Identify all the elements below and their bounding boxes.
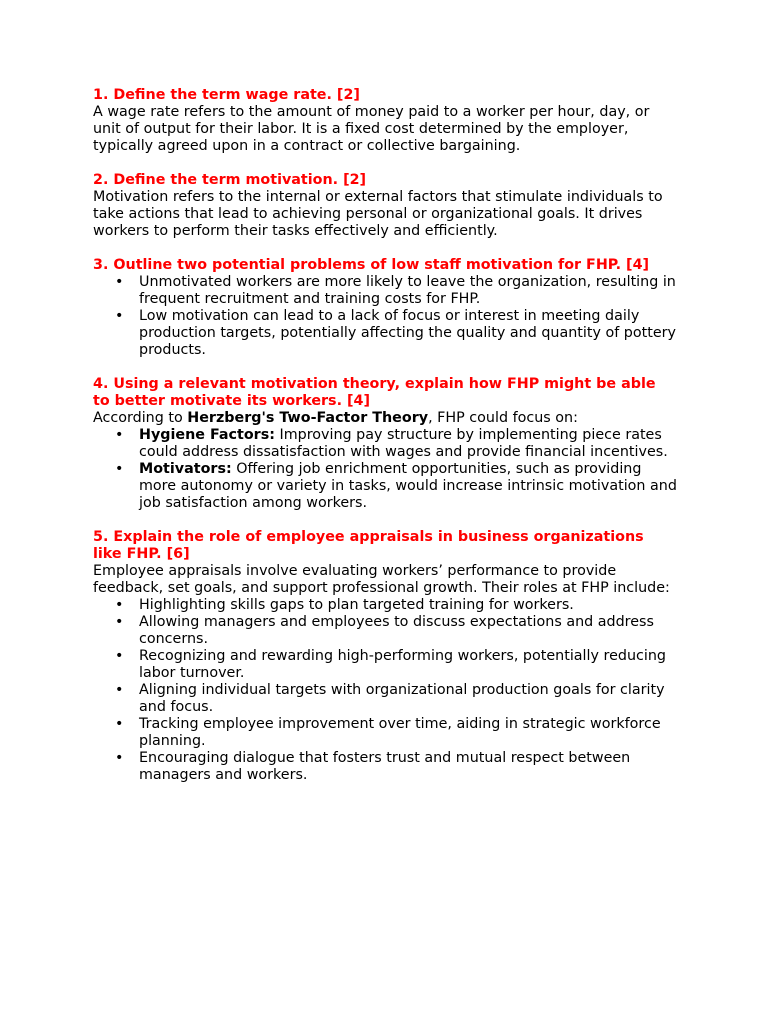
bullet-icon: • bbox=[115, 682, 124, 698]
list-item-term: Hygiene Factors: bbox=[139, 427, 275, 443]
list-item bbox=[93, 461, 679, 512]
question-4 bbox=[93, 376, 728, 512]
question-heading: 4. Using a relevant motivation theory, explain how FHP might be able to better motivate its workers. [4] bbox=[93, 376, 656, 409]
intro-prefix: According to bbox=[93, 410, 188, 426]
bullet-icon: • bbox=[115, 614, 124, 630]
bullet-icon: • bbox=[115, 648, 124, 664]
question-5 bbox=[93, 529, 728, 784]
answer-paragraph: Motivation refers to the internal or external factors that stimulate individuals to take actions that lead to achieving personal or organizational goals. It drives workers to perform their tasks effectively and efficiently. bbox=[93, 189, 663, 239]
list-item-text: Allowing managers and employees to discuss expectations and address concerns. bbox=[139, 614, 654, 647]
list-item bbox=[93, 614, 679, 648]
list-item-text: Tracking employee improvement over time, aiding in strategic workforce planning. bbox=[139, 716, 661, 749]
bullet-icon: • bbox=[115, 308, 124, 324]
list-item bbox=[93, 308, 679, 359]
theory-name: Herzberg's Two-Factor Theory bbox=[187, 410, 429, 426]
list-item bbox=[93, 597, 679, 614]
answer-bullet-list bbox=[93, 427, 728, 512]
question-heading: 3. Outline two potential problems of low staff motivation for FHP. [4] bbox=[93, 257, 650, 273]
bullet-icon: • bbox=[115, 597, 124, 613]
answer-bullet-list bbox=[93, 274, 728, 359]
bullet-icon: • bbox=[115, 274, 124, 290]
question-heading: 5. Explain the role of employee appraisals in business organizations like FHP. [6] bbox=[93, 529, 644, 562]
bullet-icon: • bbox=[115, 716, 124, 732]
question-2 bbox=[93, 172, 728, 240]
list-item bbox=[93, 648, 679, 682]
question-3 bbox=[93, 257, 728, 359]
list-item-term: Motivators: bbox=[139, 461, 232, 477]
list-item bbox=[93, 716, 679, 750]
bullet-icon: • bbox=[115, 750, 124, 766]
question-heading: 2. Define the term motivation. [2] bbox=[93, 172, 367, 188]
list-item-text: Highlighting skills gaps to plan targeted training for workers. bbox=[139, 597, 574, 613]
list-item bbox=[93, 427, 679, 461]
list-item-text: Aligning individual targets with organizational production goals for clarity and focus. bbox=[139, 682, 665, 715]
list-item-text: Unmotivated workers are more likely to leave the organization, resulting in frequent recruitment and training costs for FHP. bbox=[139, 274, 676, 307]
list-item bbox=[93, 750, 679, 784]
list-item bbox=[93, 682, 679, 716]
answer-intro bbox=[93, 410, 678, 427]
list-item-text: Encouraging dialogue that fosters trust and mutual respect between managers and workers. bbox=[139, 750, 631, 783]
bullet-icon: • bbox=[115, 461, 124, 477]
bullet-icon: • bbox=[115, 427, 124, 443]
list-item-text: Low motivation can lead to a lack of focus or interest in meeting daily production targets, potentially affecting the quality and quantity of pottery products. bbox=[139, 308, 676, 358]
list-item bbox=[93, 274, 679, 308]
list-item-text: Offering job enrichment opportunities, such as providing more autonomy or variety in tasks, would increase intrinsic motivation and job satisfaction among workers. bbox=[139, 461, 677, 511]
question-1 bbox=[93, 87, 728, 155]
intro-suffix: , FHP could focus on: bbox=[428, 410, 578, 426]
answer-bullet-list bbox=[93, 597, 728, 784]
answer-paragraph: Employee appraisals involve evaluating workers’ performance to provide feedback, set goals, and support professional growth. Their roles at FHP include: bbox=[93, 563, 670, 596]
question-heading: 1. Define the term wage rate. [2] bbox=[93, 87, 360, 103]
list-item-text: Recognizing and rewarding high-performing workers, potentially reducing labor turnover. bbox=[139, 648, 666, 681]
answer-paragraph: A wage rate refers to the amount of money paid to a worker per hour, day, or unit of output for their labor. It is a fixed cost determined by the employer, typically agreed upon in a contract or collective bargaining. bbox=[93, 104, 650, 154]
list-item-text: Improving pay structure by implementing piece rates could address dissatisfaction with wages and provide financial incentives. bbox=[139, 427, 668, 460]
